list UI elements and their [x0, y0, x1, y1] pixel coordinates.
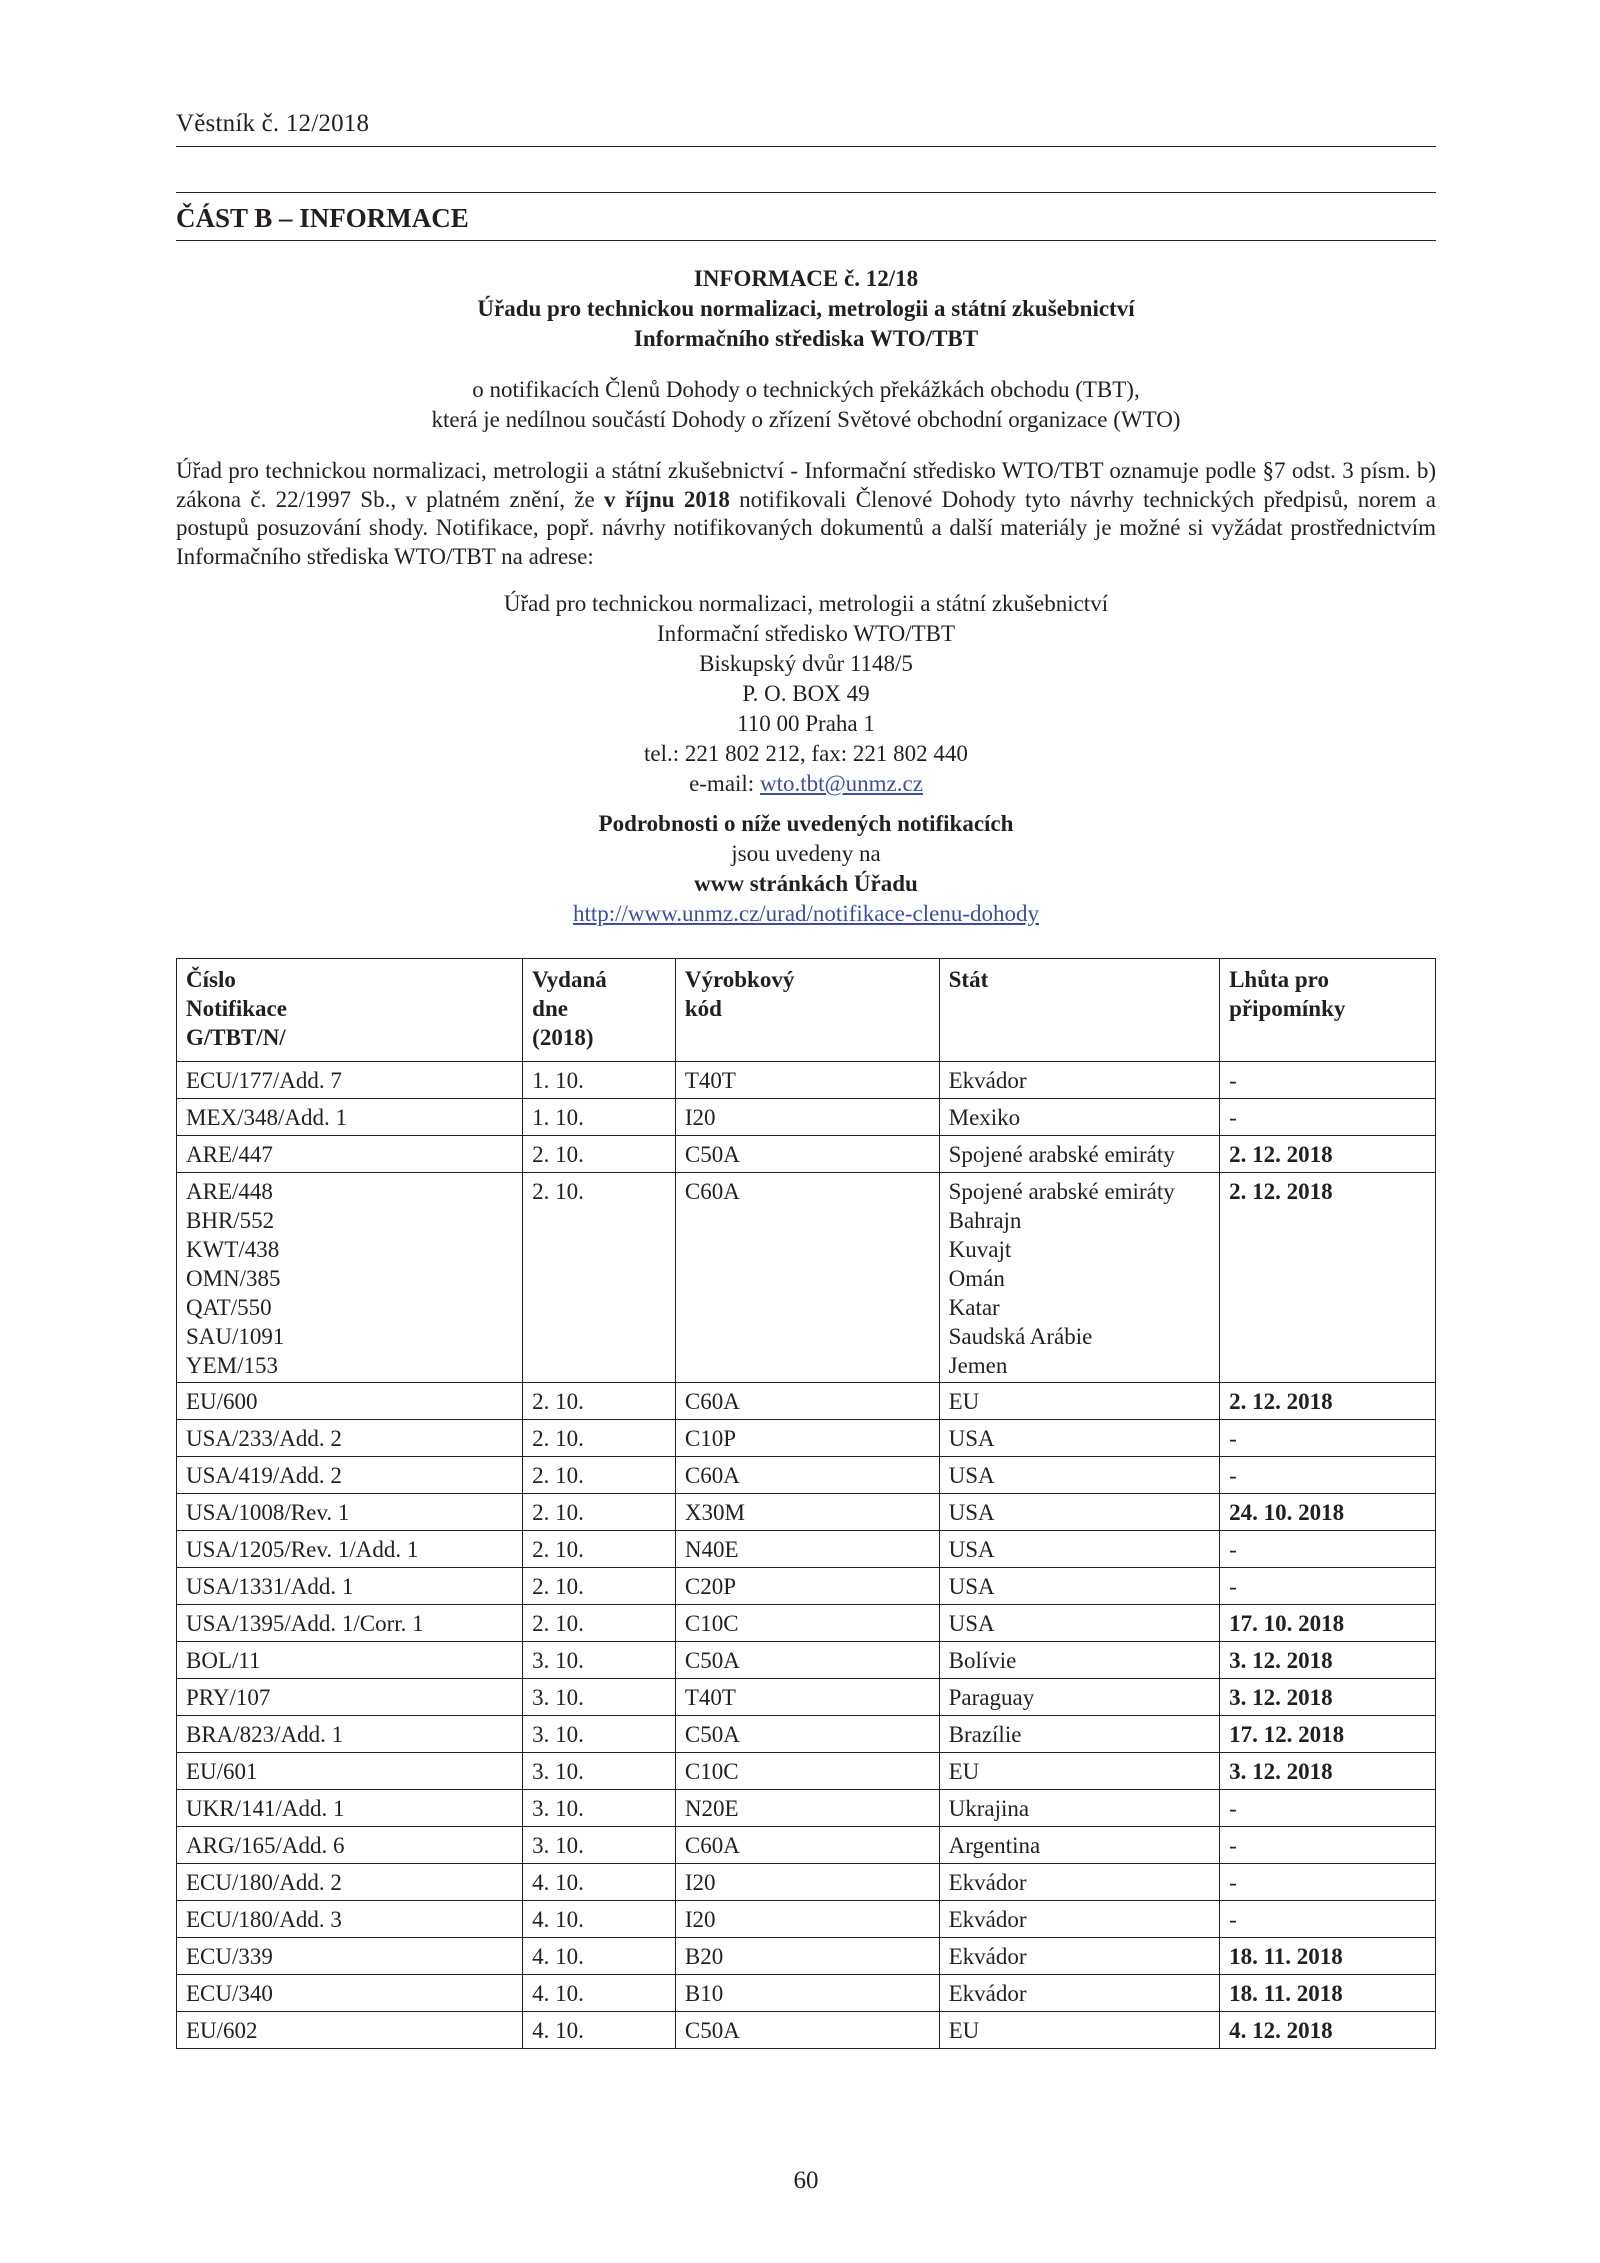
details-line-1: Podrobnosti o níže uvedených notifikacích: [598, 811, 1014, 836]
table-row: [177, 1975, 1436, 2012]
cell-state: Mexiko: [939, 1099, 1219, 1136]
cell-notification-number: EU/601: [177, 1753, 523, 1790]
info-subtitle: [176, 375, 1436, 435]
table-row: [177, 1864, 1436, 1901]
table-row: [177, 1531, 1436, 1568]
cell-state: Argentina: [939, 1827, 1219, 1864]
details-line-2: jsou uvedeny na: [731, 841, 881, 866]
header-product-code: Výrobkový kód: [675, 959, 939, 1062]
cell-state: USA: [939, 1568, 1219, 1605]
cell-product-code: N40E: [675, 1531, 939, 1568]
cell-issued-date: 2. 10.: [523, 1420, 676, 1457]
table-row: [177, 2012, 1436, 2049]
cell-comment-deadline: 24. 10. 2018: [1220, 1494, 1436, 1531]
cell-comment-deadline: 18. 11. 2018: [1220, 1938, 1436, 1975]
cell-notification-number: USA/419/Add. 2: [177, 1457, 523, 1494]
header-issued-date: Vydaná dne (2018): [523, 959, 676, 1062]
cell-product-code: C10C: [675, 1605, 939, 1642]
cell-product-code: C20P: [675, 1568, 939, 1605]
cell-product-code: B20: [675, 1938, 939, 1975]
cell-issued-date: 3. 10.: [523, 1716, 676, 1753]
cell-state: Bolívie: [939, 1642, 1219, 1679]
cell-issued-date: 2. 10.: [523, 1457, 676, 1494]
cell-state: Ekvádor: [939, 1062, 1219, 1099]
cell-comment-deadline: -: [1220, 1099, 1436, 1136]
cell-comment-deadline: -: [1220, 1827, 1436, 1864]
table-row: [177, 1383, 1436, 1420]
table-row: [177, 1568, 1436, 1605]
cell-state: Ekvádor: [939, 1938, 1219, 1975]
cell-state: Ukrajina: [939, 1790, 1219, 1827]
page-number: 60: [793, 2167, 819, 2194]
cell-state: Ekvádor: [939, 1864, 1219, 1901]
address-city: 110 00 Praha 1: [737, 711, 875, 736]
info-heading-number: INFORMACE č. 12/18: [693, 266, 919, 291]
cell-product-code: T40T: [675, 1679, 939, 1716]
cell-issued-date: 3. 10.: [523, 1679, 676, 1716]
address-office: Úřad pro technickou normalizaci, metrologii a státní zkušebnictví: [503, 591, 1109, 616]
cell-notification-number: ARE/448 BHR/552 KWT/438 OMN/385 QAT/550 SAU/1091 YEM/153: [177, 1173, 523, 1383]
details-block: [176, 809, 1436, 929]
details-line-3: www stránkách Úřadu: [694, 871, 918, 896]
header-notification-number: Číslo Notifikace G/TBT/N/: [177, 959, 523, 1062]
subtitle-line-1: o notifikacích Členů Dohody o technických překážkách obchodu (TBT),: [472, 377, 1140, 402]
cell-notification-number: USA/1331/Add. 1: [177, 1568, 523, 1605]
cell-comment-deadline: 2. 12. 2018: [1220, 1136, 1436, 1173]
address-email-line: [176, 769, 1436, 799]
cell-state: Spojené arabské emiráty Bahrajn Kuvajt Omán Katar Saudská Arábie Jemen: [939, 1173, 1219, 1383]
table-row: [177, 1420, 1436, 1457]
table-body: [177, 1062, 1436, 2049]
cell-notification-number: ARG/165/Add. 6: [177, 1827, 523, 1864]
table-row: [177, 1642, 1436, 1679]
cell-notification-number: ECU/180/Add. 2: [177, 1864, 523, 1901]
cell-comment-deadline: 18. 11. 2018: [1220, 1975, 1436, 2012]
cell-issued-date: 2. 10.: [523, 1494, 676, 1531]
cell-product-code: T40T: [675, 1062, 939, 1099]
table-row: [177, 1605, 1436, 1642]
cell-issued-date: 4. 10.: [523, 1975, 676, 2012]
cell-state: Ekvádor: [939, 1975, 1219, 2012]
cell-product-code: C50A: [675, 2012, 939, 2049]
cell-issued-date: 4. 10.: [523, 1938, 676, 1975]
cell-issued-date: 3. 10.: [523, 1790, 676, 1827]
cell-state: USA: [939, 1531, 1219, 1568]
address-street: Biskupský dvůr 1148/5: [699, 651, 913, 676]
header-rule: [176, 146, 1436, 147]
cell-issued-date: 2. 10.: [523, 1531, 676, 1568]
cell-comment-deadline: -: [1220, 1062, 1436, 1099]
cell-issued-date: 2. 10.: [523, 1136, 676, 1173]
subtitle-line-2: která je nedílnou součástí Dohody o zřízení Světové obchodní organizace (WTO): [431, 407, 1181, 432]
details-url-link[interactable]: http://www.unmz.cz/urad/notifikace-clenu-dohody: [572, 901, 1040, 926]
cell-product-code: C50A: [675, 1716, 939, 1753]
cell-issued-date: 2. 10.: [523, 1173, 676, 1383]
info-heading-centre: Informačního střediska WTO/TBT: [633, 326, 979, 351]
cell-comment-deadline: 17. 10. 2018: [1220, 1605, 1436, 1642]
cell-issued-date: 4. 10.: [523, 1901, 676, 1938]
cell-notification-number: BRA/823/Add. 1: [177, 1716, 523, 1753]
email-link[interactable]: wto.tbt@unmz.cz: [759, 771, 923, 796]
address-centre: Informační středisko WTO/TBT: [656, 621, 956, 646]
cell-notification-number: EU/600: [177, 1383, 523, 1420]
table-header-row: [177, 959, 1436, 1062]
cell-comment-deadline: 2. 12. 2018: [1220, 1173, 1436, 1383]
cell-notification-number: USA/1205/Rev. 1/Add. 1: [177, 1531, 523, 1568]
address-block: [176, 589, 1436, 799]
cell-notification-number: UKR/141/Add. 1: [177, 1790, 523, 1827]
table-row: [177, 1136, 1436, 1173]
cell-state: Paraguay: [939, 1679, 1219, 1716]
table-row: [177, 1938, 1436, 1975]
info-heading: [176, 264, 1436, 354]
section-rule-top: [176, 192, 1436, 193]
cell-state: EU: [939, 1753, 1219, 1790]
section-title: ČÁST B – INFORMACE: [176, 203, 469, 233]
cell-product-code: C50A: [675, 1642, 939, 1679]
cell-product-code: I20: [675, 1864, 939, 1901]
address-phone: tel.: 221 802 212, fax: 221 802 440: [644, 741, 968, 766]
table-row: [177, 1827, 1436, 1864]
cell-notification-number: BOL/11: [177, 1642, 523, 1679]
cell-state: USA: [939, 1605, 1219, 1642]
cell-notification-number: ECU/339: [177, 1938, 523, 1975]
running-header: Věstník č. 12/2018: [176, 110, 370, 137]
notification-table: [176, 958, 1436, 2049]
cell-notification-number: ECU/177/Add. 7: [177, 1062, 523, 1099]
cell-issued-date: 2. 10.: [523, 1568, 676, 1605]
cell-notification-number: MEX/348/Add. 1: [177, 1099, 523, 1136]
cell-issued-date: 4. 10.: [523, 1864, 676, 1901]
cell-comment-deadline: -: [1220, 1568, 1436, 1605]
cell-comment-deadline: 4. 12. 2018: [1220, 2012, 1436, 2049]
cell-product-code: C50A: [675, 1136, 939, 1173]
cell-comment-deadline: -: [1220, 1420, 1436, 1457]
cell-comment-deadline: -: [1220, 1531, 1436, 1568]
table-row: [177, 1062, 1436, 1099]
intro-paragraph: [176, 457, 1436, 571]
cell-notification-number: EU/602: [177, 2012, 523, 2049]
cell-product-code: B10: [675, 1975, 939, 2012]
cell-comment-deadline: 2. 12. 2018: [1220, 1383, 1436, 1420]
address-pobox: P. O. BOX 49: [742, 681, 870, 706]
cell-product-code: C60A: [675, 1827, 939, 1864]
cell-comment-deadline: -: [1220, 1457, 1436, 1494]
info-heading-office: Úřadu pro technickou normalizaci, metrologii a státní zkušebnictví: [477, 296, 1135, 321]
cell-product-code: C60A: [675, 1457, 939, 1494]
cell-notification-number: ECU/180/Add. 3: [177, 1901, 523, 1938]
table-row: [177, 1457, 1436, 1494]
intro-text-2: notifikovali Členové Dohody tyto návrhy technických předpisů, norem a postupů posuzování shody. Notifikace, popř. návrhy notifikovaných dokumentů a další materiály je možné si vyžádat prostřednictvím Informačního střediska WTO/TBT na adrese:: [176, 486, 1437, 569]
cell-state: EU: [939, 2012, 1219, 2049]
cell-state: Ekvádor: [939, 1901, 1219, 1938]
cell-notification-number: USA/1008/Rev. 1: [177, 1494, 523, 1531]
table-row: [177, 1173, 1436, 1383]
cell-issued-date: 4. 10.: [523, 2012, 676, 2049]
cell-product-code: C60A: [675, 1383, 939, 1420]
cell-comment-deadline: 17. 12. 2018: [1220, 1716, 1436, 1753]
section-rule-bottom: [176, 240, 1436, 241]
cell-product-code: C10C: [675, 1753, 939, 1790]
cell-comment-deadline: -: [1220, 1864, 1436, 1901]
cell-issued-date: 2. 10.: [523, 1605, 676, 1642]
email-label: e-mail:: [689, 771, 760, 796]
cell-state: USA: [939, 1494, 1219, 1531]
table-row: [177, 1901, 1436, 1938]
cell-comment-deadline: -: [1220, 1790, 1436, 1827]
cell-notification-number: ARE/447: [177, 1136, 523, 1173]
cell-comment-deadline: 3. 12. 2018: [1220, 1753, 1436, 1790]
cell-state: USA: [939, 1420, 1219, 1457]
cell-product-code: I20: [675, 1901, 939, 1938]
cell-product-code: C60A: [675, 1173, 939, 1383]
cell-issued-date: 1. 10.: [523, 1099, 676, 1136]
cell-notification-number: ECU/340: [177, 1975, 523, 2012]
cell-issued-date: 3. 10.: [523, 1753, 676, 1790]
intro-bold-date: v říjnu 2018: [603, 486, 730, 512]
cell-state: Spojené arabské emiráty: [939, 1136, 1219, 1173]
table-row: [177, 1494, 1436, 1531]
cell-state: USA: [939, 1457, 1219, 1494]
cell-notification-number: PRY/107: [177, 1679, 523, 1716]
cell-state: EU: [939, 1383, 1219, 1420]
intro-text-1: Úřad pro technickou normalizaci, metrologii a státní zkušebnictví - Informační středisko WTO/TBT oznamuje podle §7 odst. 3 písm. b) zákona č. 22/1997 Sb., v platném znění, že: [176, 458, 1436, 512]
cell-comment-deadline: 3. 12. 2018: [1220, 1642, 1436, 1679]
header-comment-deadline: Lhůta pro připomínky: [1220, 959, 1436, 1062]
cell-notification-number: USA/1395/Add. 1/Corr. 1: [177, 1605, 523, 1642]
cell-issued-date: 3. 10.: [523, 1642, 676, 1679]
cell-comment-deadline: -: [1220, 1901, 1436, 1938]
table-row: [177, 1716, 1436, 1753]
cell-product-code: N20E: [675, 1790, 939, 1827]
table-row: [177, 1790, 1436, 1827]
cell-product-code: I20: [675, 1099, 939, 1136]
cell-issued-date: 2. 10.: [523, 1383, 676, 1420]
cell-issued-date: 1. 10.: [523, 1062, 676, 1099]
cell-state: Brazílie: [939, 1716, 1219, 1753]
cell-notification-number: USA/233/Add. 2: [177, 1420, 523, 1457]
table-row: [177, 1099, 1436, 1136]
cell-issued-date: 3. 10.: [523, 1827, 676, 1864]
details-url-line: [176, 899, 1436, 929]
cell-product-code: X30M: [675, 1494, 939, 1531]
table-row: [177, 1753, 1436, 1790]
cell-comment-deadline: 3. 12. 2018: [1220, 1679, 1436, 1716]
table-row: [177, 1679, 1436, 1716]
header-state: Stát: [939, 959, 1219, 1062]
cell-product-code: C10P: [675, 1420, 939, 1457]
